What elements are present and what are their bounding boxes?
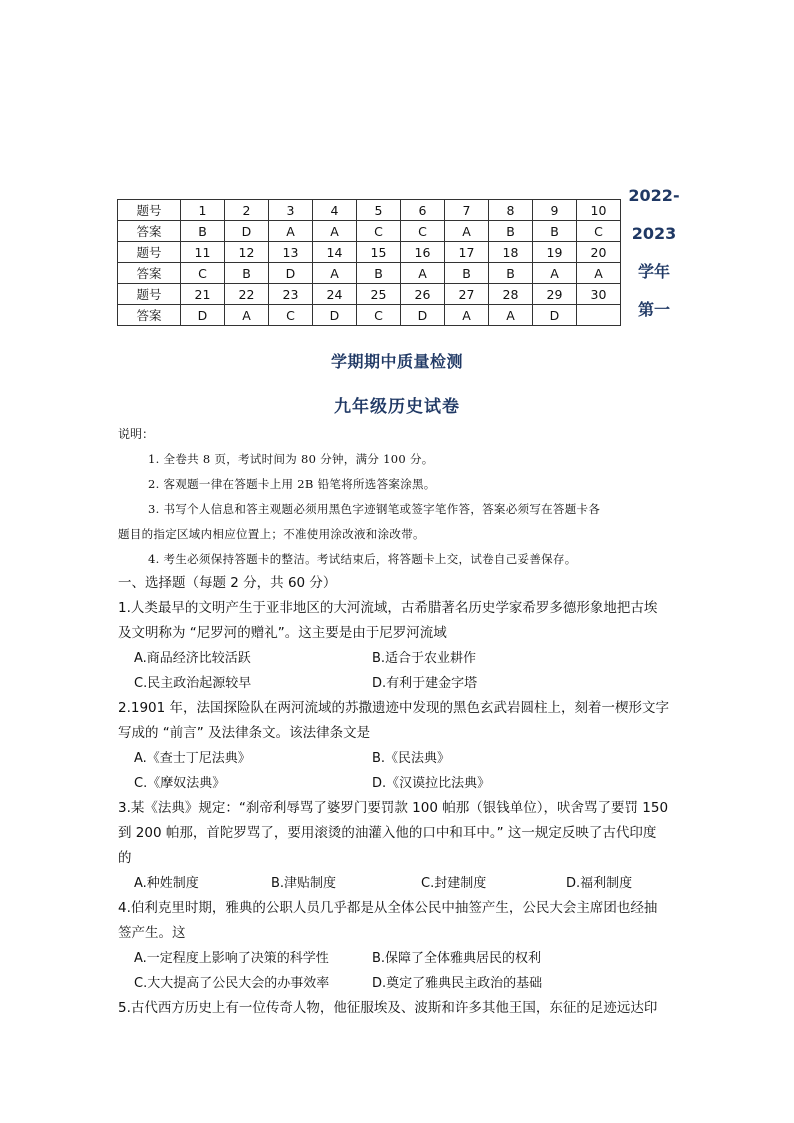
table-cell: 24 — [313, 284, 357, 305]
option-c: C.《摩奴法典》 — [134, 776, 226, 791]
option-row — [118, 646, 678, 671]
table-cell: C — [357, 221, 401, 242]
table-cell: B — [489, 263, 533, 284]
table-cell: 28 — [489, 284, 533, 305]
table-cell: C — [181, 263, 225, 284]
table-cell: C — [357, 305, 401, 326]
table-cell: 29 — [533, 284, 577, 305]
option-a: A.一定程度上影响了决策的科学性 — [134, 951, 329, 966]
question-text: 写成的 “前言” 及法律条文。该法律条文是 — [118, 725, 371, 741]
table-cell: 7 — [445, 200, 489, 221]
table-cell: B — [533, 221, 577, 242]
title-year-part: 第一 — [637, 300, 670, 319]
title-year-part: 2023 — [631, 224, 677, 243]
table-cell: 22 — [225, 284, 269, 305]
table-cell: A — [533, 263, 577, 284]
table-cell: A — [445, 221, 489, 242]
option-c: C.封建制度 — [421, 876, 487, 891]
table-cell: 20 — [577, 242, 621, 263]
table-cell: A — [313, 221, 357, 242]
table-cell: B — [445, 263, 489, 284]
table-cell: 6 — [401, 200, 445, 221]
option-b: B.《民法典》 — [372, 751, 451, 766]
table-cell: C — [401, 221, 445, 242]
table-cell: C — [269, 305, 313, 326]
table-cell: A — [489, 305, 533, 326]
row-header: 答案 — [118, 263, 181, 284]
table-cell: D — [313, 305, 357, 326]
title-year-column — [626, 180, 682, 332]
option-a: A.商品经济比较活跃 — [134, 651, 251, 666]
row-header: 答案 — [118, 221, 181, 242]
table-cell: 2 — [225, 200, 269, 221]
row-header: 题号 — [118, 284, 181, 305]
option-d: D.奠定了雅典民主政治的基础 — [372, 976, 543, 991]
table-cell: A — [577, 263, 621, 284]
table-cell: D — [533, 305, 577, 326]
table-row — [118, 242, 621, 263]
option-row — [118, 671, 678, 696]
option-row — [118, 771, 678, 796]
instruction-item: 4. 考生必须保持答题卡的整洁。考试结束后，将答题卡上交，试卷自己妥善保存。 — [148, 552, 577, 566]
table-cell — [577, 305, 621, 326]
option-a: A.《查士丁尼法典》 — [134, 751, 251, 766]
table-row — [118, 263, 621, 284]
question-1 — [118, 596, 678, 696]
table-cell: 16 — [401, 242, 445, 263]
option-row — [118, 971, 678, 996]
table-row — [118, 200, 621, 221]
table-cell: 27 — [445, 284, 489, 305]
instruction-item: 1. 全卷共 8 页，考试时间为 80 分钟，满分 100 分。 — [148, 452, 434, 466]
table-cell: 10 — [577, 200, 621, 221]
option-b: B.津贴制度 — [271, 876, 337, 891]
instruction-item: 3. 书写个人信息和答主观题必须用黑色字迹钢笔或签字笔作答，答案必须写在答题卡各 — [148, 502, 601, 516]
option-row — [118, 746, 678, 771]
question-text: 5.古代西方历史上有一位传奇人物，他征服埃及、波斯和许多其他王国，东征的足迹远达印 — [118, 1000, 658, 1016]
question-5 — [118, 996, 678, 1021]
table-cell: 23 — [269, 284, 313, 305]
table-cell: B — [489, 221, 533, 242]
table-cell: D — [401, 305, 445, 326]
table-cell: 3 — [269, 200, 313, 221]
question-text: 的 — [118, 850, 132, 866]
instruction-item: 题目的指定区域内相应位置上；不准使用涂改液和涂改带。 — [118, 527, 425, 541]
table-cell: 13 — [269, 242, 313, 263]
table-cell: 30 — [577, 284, 621, 305]
section-heading: 一、选择题（每题 2 分，共 60 分） — [118, 575, 337, 591]
option-b: B.保障了全体雅典居民的权利 — [372, 951, 542, 966]
option-d: D.福利制度 — [566, 876, 633, 891]
option-row — [118, 871, 678, 896]
option-c: C.民主政治起源较早 — [134, 676, 252, 691]
table-cell: D — [225, 221, 269, 242]
table-cell: C — [577, 221, 621, 242]
table-cell: 8 — [489, 200, 533, 221]
table-cell: A — [313, 263, 357, 284]
question-text: 4.伯利克里时期，雅典的公职人员几乎都是从全体公民中抽签产生，公民大会主席团也经抽 — [118, 900, 658, 916]
answer-table — [117, 199, 621, 326]
table-cell: A — [269, 221, 313, 242]
table-cell: 15 — [357, 242, 401, 263]
option-row — [118, 946, 678, 971]
table-cell: D — [181, 305, 225, 326]
question-section — [118, 571, 678, 1021]
question-text: 到 200 帕那，首陀罗骂了，要用滚烫的油灌入他的口中和耳中。” 这一规定反映了古代印度 — [118, 825, 657, 841]
table-cell: 21 — [181, 284, 225, 305]
table-cell: B — [225, 263, 269, 284]
table-cell: 1 — [181, 200, 225, 221]
table-cell: D — [269, 263, 313, 284]
row-header: 题号 — [118, 200, 181, 221]
table-cell: 14 — [313, 242, 357, 263]
option-b: B.适合于农业耕作 — [372, 651, 477, 666]
table-cell: 25 — [357, 284, 401, 305]
option-a: A.种姓制度 — [134, 876, 199, 891]
table-cell: 26 — [401, 284, 445, 305]
question-text: 及文明称为 “尼罗河的赠礼”。这主要是由于尼罗河流域 — [118, 625, 447, 641]
table-cell: 4 — [313, 200, 357, 221]
title-year-part: 2022- — [628, 186, 680, 205]
table-row — [118, 305, 621, 326]
exam-title-line1: 学期期中质量检测 — [330, 352, 463, 371]
question-text: 3.某《法典》规定：“刹帝利辱骂了婆罗门要罚款 100 帕那（银钱单位），吠舍骂了要罚 150 — [118, 800, 669, 816]
table-cell: 11 — [181, 242, 225, 263]
table-row — [118, 284, 621, 305]
instructions — [118, 422, 678, 572]
table-cell: 19 — [533, 242, 577, 263]
question-text: 1.人类最早的文明产生于亚非地区的大河流域，古希腊著名历史学家希罗多德形象地把古埃 — [118, 600, 658, 616]
table-row — [118, 221, 621, 242]
question-text: 签产生。这 — [118, 925, 186, 941]
table-cell: A — [445, 305, 489, 326]
table-cell: 17 — [445, 242, 489, 263]
row-header: 答案 — [118, 305, 181, 326]
row-header: 题号 — [118, 242, 181, 263]
question-2 — [118, 696, 678, 796]
instruction-item: 2. 客观题一律在答题卡上用 2B 铅笔将所选答案涂黑。 — [148, 477, 436, 491]
table-cell: 9 — [533, 200, 577, 221]
table-cell: 5 — [357, 200, 401, 221]
option-d: D.《汉谟拉比法典》 — [372, 776, 491, 791]
option-c: C.大大提高了公民大会的办事效率 — [134, 976, 330, 991]
option-d: D.有利于建金字塔 — [372, 676, 478, 691]
table-cell: A — [401, 263, 445, 284]
table-cell: B — [357, 263, 401, 284]
exam-title-line2: 九年级历史试卷 — [334, 397, 460, 417]
table-cell: 18 — [489, 242, 533, 263]
table-cell: B — [181, 221, 225, 242]
question-3 — [118, 796, 678, 896]
table-cell: 12 — [225, 242, 269, 263]
table-cell: A — [225, 305, 269, 326]
instructions-heading: 说明： — [118, 427, 155, 441]
question-text: 2.1901 年，法国探险队在两河流域的苏撒遗迹中发现的黑色玄武岩圆柱上，刻着一楔形文字 — [118, 700, 670, 716]
title-year-part: 学年 — [637, 262, 670, 281]
question-4 — [118, 896, 678, 996]
